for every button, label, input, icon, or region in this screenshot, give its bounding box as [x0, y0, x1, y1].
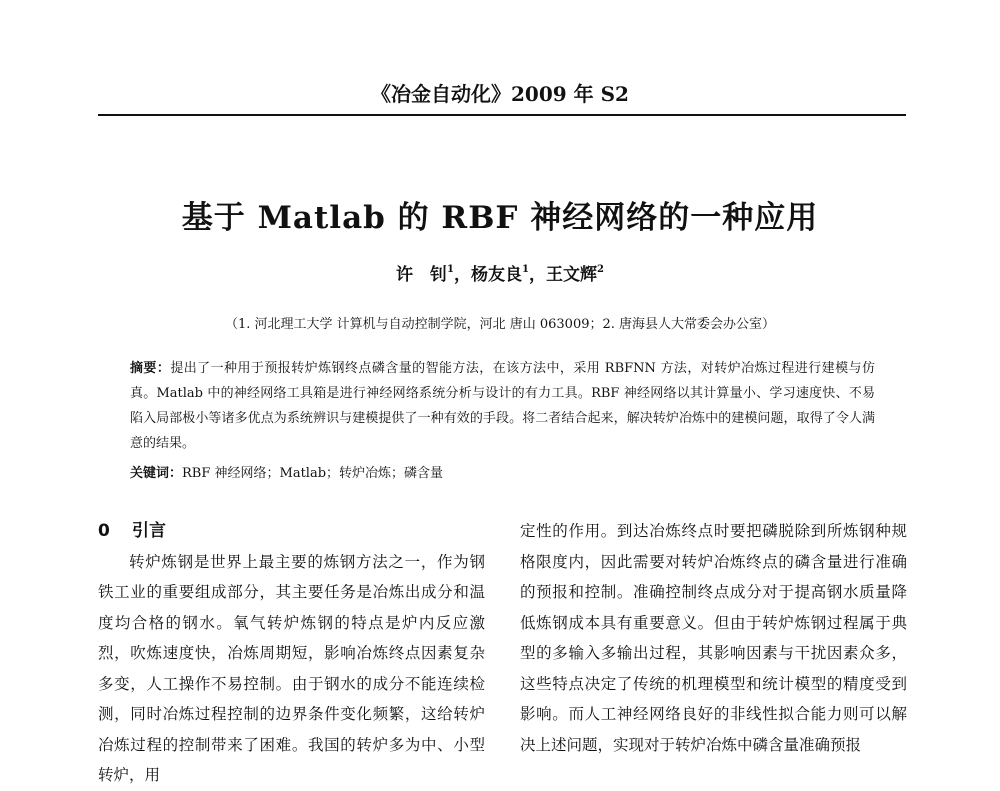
abstract-text: 提出了一种用于预报转炉炼钢终点磷含量的智能方法，在该方法中，采用 RBFNN 方法，对转炉冶炼过程进行建模与仿真。Matlab 中的神经网络工具箱是进行神经网络系统分析与设计的有力工具。RBF 神经网络以其计算量小、学习速度快、不易陷入局部极小等诸多优点为系统辨识与建模提供了一种有效的手段。将二者结合起来，解决转炉冶炼中的建模问题，取得了令人满意的结果。 — [130, 361, 875, 451]
author-name: 许 钊 — [396, 265, 448, 285]
affiliation: （1. 河北理工大学 计算机与自动控制学院，河北 唐山 063009；2. 唐海县人大常委会办公室） — [224, 317, 776, 332]
author-name: 杨友良 — [471, 265, 523, 285]
header-rule — [98, 114, 906, 116]
keywords-text: RBF 神经网络；Matlab；转炉冶炼；磷含量 — [182, 466, 444, 481]
paper-title: 基于 Matlab 的 RBF 神经网络的一种应用 — [181, 200, 819, 236]
keywords — [130, 462, 875, 486]
author-affil-mark: 1 — [522, 264, 529, 275]
body-paragraph: 转炉炼钢是世界上最主要的炼钢方法之一，作为钢铁工业的重要组成部分，其主要任务是冶炼出成分和温度均合格的钢水。氧气转炉炼钢的特点是炉内反应激烈，吹炼速度快，冶炼周期短，影响冶炼终点因素复杂多变，人工操作不易控制。由于钢水的成分不能连续检测，同时冶炼过程控制的边界条件变化频繁，这给转炉冶炼过程的控制带来了困难。我国的转炉多为中、小型转炉，用 — [98, 552, 485, 784]
abstract-label: 摘要： — [130, 361, 171, 376]
author-name: 王文辉 — [545, 265, 597, 285]
journal-header: 《冶金自动化》2009 年 S2 — [371, 82, 629, 106]
section-heading — [98, 516, 485, 547]
body-paragraph-continued: 定性的作用。到达冶炼终点时要把磷脱除到所炼钢种规格限度内，因此需要对转炉冶炼终点的磷含量进行准确的预报和控制。准确控制终点成分对于提高钢水质量降低炼钢成本具有重要意义。但由于转炉炼钢过程属于典型的多输入多输出过程，其影响因素与干扰因素众多，这些特点决定了传统的机理模型和统计模型的精度受到影响。而人工神经网络良好的非线性拟合能力则可以解决上述问题，实现对于转炉冶炼中磷含量准确预报 — [520, 522, 907, 754]
section-number: 0 — [98, 521, 110, 541]
body-column-left — [98, 516, 485, 791]
abstract — [130, 356, 875, 456]
keywords-label: 关键词： — [130, 466, 183, 481]
section-title: 引言 — [132, 521, 166, 541]
author-separator: ， — [528, 265, 546, 285]
author-affil-mark: 2 — [596, 264, 604, 275]
author-affil-mark: 1 — [447, 264, 455, 275]
author-list — [0, 260, 1000, 285]
author-separator: ， — [454, 265, 472, 285]
body-column-right — [520, 516, 907, 760]
